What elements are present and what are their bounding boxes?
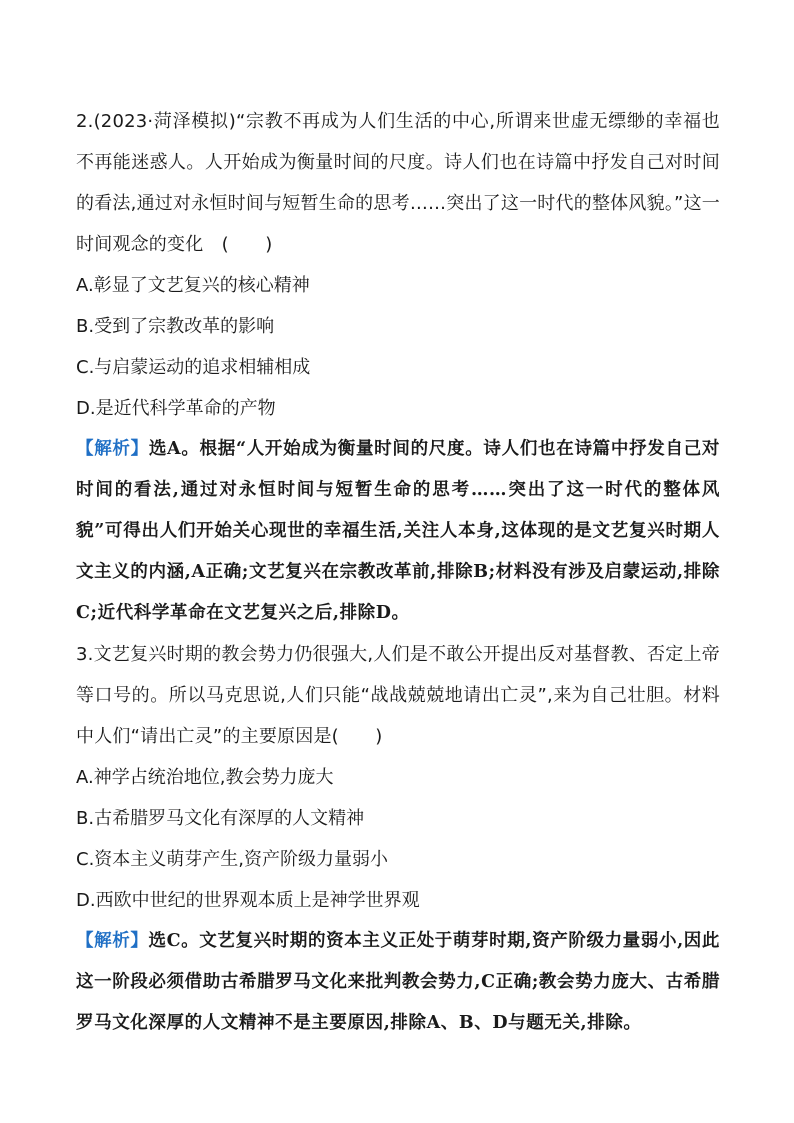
question-3	[76, 634, 720, 1044]
option-c: C.与启蒙运动的追求相辅相成	[76, 357, 311, 378]
option-a: A.彰显了文艺复兴的核心精神	[76, 275, 310, 296]
question-2	[76, 101, 720, 634]
option-d: D.西欧中世纪的世界观本质上是神学世界观	[76, 890, 420, 911]
analysis-paragraph	[76, 429, 720, 634]
option-b: B.古希腊罗马文化有深厚的人文精神	[76, 808, 365, 829]
question-stem: 3.文艺复兴时期的教会势力仍很强大,人们是不敢公开提出反对基督教、否定上帝等口号的。所以马克思说,人们只能“战战兢兢地请出亡灵”,来为自己壮胆。材料中人们“请出亡灵”的主要原因是( )	[76, 644, 720, 747]
analysis-text: 选C。文艺复兴时期的资本主义正处于萌芽时期,资产阶级力量弱小,因此这一阶段必须借助古希腊罗马文化来批判教会势力,C正确;教会势力庞大、古希腊罗马文化深厚的人文精神不是主要原因,排除A、B、D与题无关,排除。	[76, 931, 720, 1033]
option-c: C.资本主义萌芽产生,资产阶级力量弱小	[76, 849, 389, 870]
option-b: B.受到了宗教改革的影响	[76, 316, 275, 337]
option-d: D.是近代科学革命的产物	[76, 398, 276, 419]
analysis-tag: 【解析】	[76, 931, 149, 951]
question-stem: 2.(2023·菏泽模拟)“宗教不再成为人们生活的中心,所谓来世虚无缥缈的幸福也不再能迷惑人。人开始成为衡量时间的尺度。诗人们也在诗篇中抒发自己对时间的看法,通过对永恒时间与短暂生命的思考……突出了这一时代的整体风貌。”这一时间观念的变化 ( )	[76, 111, 720, 255]
analysis-paragraph	[76, 921, 720, 1044]
document-page	[76, 101, 720, 1044]
analysis-tag: 【解析】	[76, 439, 149, 459]
analysis-text: 选A。根据“人开始成为衡量时间的尺度。诗人们也在诗篇中抒发自己对时间的看法,通过对永恒时间与短暂生命的思考……突出了这一时代的整体风貌”可得出人们开始关心现世的幸福生活,关注人本身,这体现的是文艺复兴时期人文主义的内涵,A正确;文艺复兴在宗教改革前,排除B;材料没有涉及启蒙运动,排除C;近代科学革命在文艺复兴之后,排除D。	[76, 439, 721, 623]
option-a: A.神学占统治地位,教会势力庞大	[76, 767, 334, 788]
